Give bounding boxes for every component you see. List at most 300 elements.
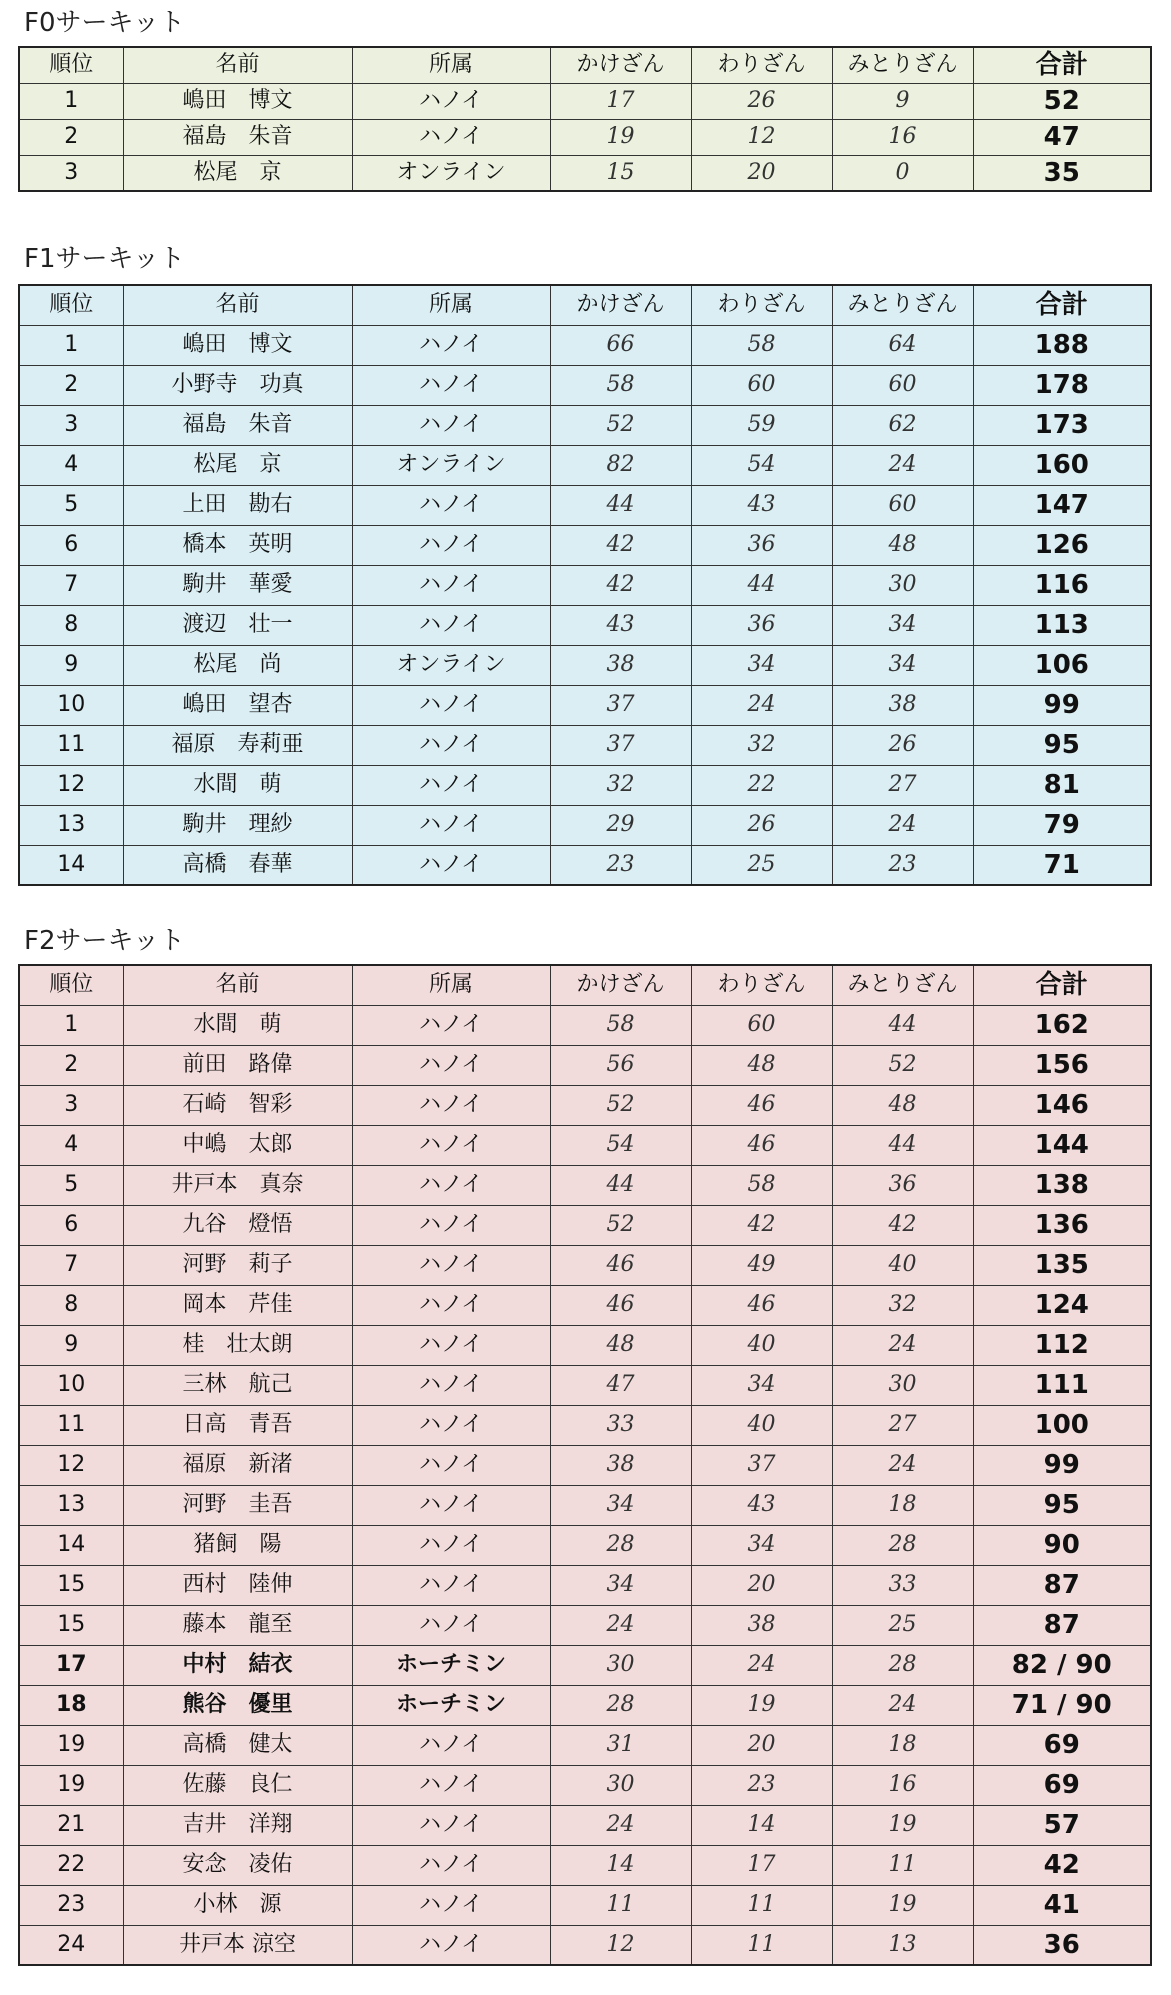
division-score: 34 [691,645,832,685]
rank-cell: 11 [19,1405,123,1445]
division-score: 58 [691,325,832,365]
total-score: 106 [973,645,1151,685]
affiliation-cell: ハノイ [352,1125,550,1165]
table-row [19,1245,1151,1285]
total-score: 81 [973,765,1151,805]
multiplication-score: 30 [550,1645,691,1685]
total-score: 147 [973,485,1151,525]
name-cell: 河野 圭吾 [123,1485,352,1525]
table-row [19,155,1151,191]
table-row [19,1405,1151,1445]
division-score: 20 [691,1725,832,1765]
total-score: 71 / 90 [973,1685,1151,1725]
table-row [19,1605,1151,1645]
affiliation-cell: ハノイ [352,525,550,565]
table-row [19,1205,1151,1245]
affiliation-cell: ハノイ [352,325,550,365]
mental-addition-score: 32 [832,1285,973,1325]
section-title: F0サーキット [24,8,185,38]
results-table [18,46,1152,192]
affiliation-cell: ハノイ [352,83,550,119]
rank-cell: 10 [19,1365,123,1405]
mental-addition-score: 13 [832,1925,973,1965]
name-cell: 渡辺 壮一 [123,605,352,645]
division-score: 11 [691,1925,832,1965]
header-rank: 順位 [19,965,123,1005]
multiplication-score: 42 [550,565,691,605]
mental-addition-score: 9 [832,83,973,119]
mental-addition-score: 28 [832,1645,973,1685]
name-cell: 前田 路偉 [123,1045,352,1085]
division-score: 40 [691,1405,832,1445]
mental-addition-score: 38 [832,685,973,725]
affiliation-cell: ハノイ [352,1085,550,1125]
table-row [19,1845,1151,1885]
multiplication-score: 29 [550,805,691,845]
total-score: 136 [973,1205,1151,1245]
header-row [19,47,1151,83]
affiliation-cell: ハノイ [352,485,550,525]
table-row [19,765,1151,805]
name-cell: 井戸本 涼空 [123,1925,352,1965]
name-cell: 岡本 芹佳 [123,1285,352,1325]
division-score: 38 [691,1605,832,1645]
rank-cell: 6 [19,1205,123,1245]
total-score: 178 [973,365,1151,405]
rank-cell: 9 [19,1325,123,1365]
total-score: 124 [973,1285,1151,1325]
mental-addition-score: 44 [832,1005,973,1045]
division-score: 46 [691,1085,832,1125]
total-score: 69 [973,1765,1151,1805]
affiliation-cell: ハノイ [352,1045,550,1085]
rank-cell: 19 [19,1765,123,1805]
rank-cell: 1 [19,83,123,119]
rank-cell: 3 [19,155,123,191]
rank-cell: 8 [19,1285,123,1325]
name-cell: 藤本 龍至 [123,1605,352,1645]
mental-addition-score: 24 [832,1445,973,1485]
header-division: わりざん [691,965,832,1005]
affiliation-cell: ホーチミン [352,1685,550,1725]
rank-cell: 5 [19,1165,123,1205]
multiplication-score: 30 [550,1765,691,1805]
division-score: 24 [691,685,832,725]
multiplication-score: 19 [550,119,691,155]
division-score: 60 [691,1005,832,1045]
header-division: わりざん [691,47,832,83]
division-score: 14 [691,1805,832,1845]
multiplication-score: 52 [550,1085,691,1125]
header-row [19,965,1151,1005]
multiplication-score: 28 [550,1685,691,1725]
affiliation-cell: ハノイ [352,1765,550,1805]
division-score: 48 [691,1045,832,1085]
name-cell: 小林 源 [123,1885,352,1925]
total-score: 41 [973,1885,1151,1925]
header-mental-addition: みとりざん [832,965,973,1005]
rank-cell: 8 [19,605,123,645]
total-score: 146 [973,1085,1151,1125]
header-multiplication: かけざん [550,285,691,325]
total-score: 69 [973,1725,1151,1765]
header-affiliation: 所属 [352,47,550,83]
name-cell: 河野 莉子 [123,1245,352,1285]
mental-addition-score: 30 [832,565,973,605]
division-score: 43 [691,1485,832,1525]
affiliation-cell: ハノイ [352,1245,550,1285]
mental-addition-score: 0 [832,155,973,191]
multiplication-score: 38 [550,1445,691,1485]
table-row [19,83,1151,119]
table-row [19,485,1151,525]
table-row [19,1445,1151,1485]
affiliation-cell: ハノイ [352,1525,550,1565]
name-cell: 石崎 智彩 [123,1085,352,1125]
header-multiplication: かけざん [550,965,691,1005]
division-score: 32 [691,725,832,765]
total-score: 99 [973,1445,1151,1485]
affiliation-cell: オンライン [352,155,550,191]
name-cell: 中村 結衣 [123,1645,352,1685]
name-cell: 高橋 健太 [123,1725,352,1765]
multiplication-score: 82 [550,445,691,485]
rank-cell: 14 [19,1525,123,1565]
total-score: 47 [973,119,1151,155]
rank-cell: 13 [19,1485,123,1525]
rank-cell: 9 [19,645,123,685]
affiliation-cell: ハノイ [352,1845,550,1885]
rank-cell: 17 [19,1645,123,1685]
mental-addition-score: 36 [832,1165,973,1205]
division-score: 44 [691,565,832,605]
affiliation-cell: ハノイ [352,1725,550,1765]
division-score: 58 [691,1165,832,1205]
affiliation-cell: ハノイ [352,1805,550,1845]
multiplication-score: 44 [550,485,691,525]
name-cell: 橋本 英明 [123,525,352,565]
affiliation-cell: ハノイ [352,565,550,605]
mental-addition-score: 60 [832,485,973,525]
affiliation-cell: ハノイ [352,1565,550,1605]
rank-cell: 10 [19,685,123,725]
affiliation-cell: ハノイ [352,1165,550,1205]
table-row [19,1885,1151,1925]
division-score: 24 [691,1645,832,1685]
name-cell: 高橋 春華 [123,845,352,885]
affiliation-cell: ハノイ [352,725,550,765]
multiplication-score: 37 [550,725,691,765]
rank-cell: 7 [19,1245,123,1285]
affiliation-cell: ハノイ [352,605,550,645]
mental-addition-score: 34 [832,605,973,645]
division-score: 42 [691,1205,832,1245]
mental-addition-score: 34 [832,645,973,685]
header-multiplication: かけざん [550,47,691,83]
rank-cell: 15 [19,1565,123,1605]
header-mental-addition: みとりざん [832,285,973,325]
name-cell: 福原 新渚 [123,1445,352,1485]
total-score: 79 [973,805,1151,845]
rank-cell: 23 [19,1885,123,1925]
mental-addition-score: 30 [832,1365,973,1405]
mental-addition-score: 24 [832,1685,973,1725]
affiliation-cell: ハノイ [352,1285,550,1325]
multiplication-score: 14 [550,1845,691,1885]
name-cell: 安念 凌佑 [123,1845,352,1885]
division-score: 17 [691,1845,832,1885]
name-cell: 駒井 華愛 [123,565,352,605]
mental-addition-score: 42 [832,1205,973,1245]
affiliation-cell: ハノイ [352,1365,550,1405]
multiplication-score: 46 [550,1245,691,1285]
name-cell: 西村 陸伸 [123,1565,352,1605]
affiliation-cell: ハノイ [352,805,550,845]
mental-addition-score: 27 [832,1405,973,1445]
rank-cell: 19 [19,1725,123,1765]
rank-cell: 3 [19,1085,123,1125]
division-score: 46 [691,1125,832,1165]
rank-cell: 13 [19,805,123,845]
mental-addition-score: 52 [832,1045,973,1085]
section-title: F1サーキット [24,244,185,274]
header-name: 名前 [123,965,352,1005]
total-score: 113 [973,605,1151,645]
multiplication-score: 17 [550,83,691,119]
total-score: 57 [973,1805,1151,1845]
division-score: 23 [691,1765,832,1805]
total-score: 100 [973,1405,1151,1445]
affiliation-cell: ハノイ [352,405,550,445]
rank-cell: 12 [19,1445,123,1485]
total-score: 156 [973,1045,1151,1085]
mental-addition-score: 11 [832,1845,973,1885]
mental-addition-score: 64 [832,325,973,365]
total-score: 144 [973,1125,1151,1165]
name-cell: 松尾 京 [123,445,352,485]
affiliation-cell: オンライン [352,445,550,485]
rank-cell: 12 [19,765,123,805]
division-score: 26 [691,805,832,845]
multiplication-score: 12 [550,1925,691,1965]
multiplication-score: 37 [550,685,691,725]
header-total: 合計 [973,965,1151,1005]
mental-addition-score: 18 [832,1725,973,1765]
total-score: 87 [973,1605,1151,1645]
name-cell: 中嶋 太郎 [123,1125,352,1165]
affiliation-cell: ハノイ [352,845,550,885]
division-score: 22 [691,765,832,805]
division-score: 25 [691,845,832,885]
name-cell: 嶋田 博文 [123,325,352,365]
header-affiliation: 所属 [352,285,550,325]
total-score: 111 [973,1365,1151,1405]
mental-addition-score: 24 [832,1325,973,1365]
division-score: 43 [691,485,832,525]
rank-cell: 2 [19,365,123,405]
name-cell: 福原 寿莉亜 [123,725,352,765]
rank-cell: 21 [19,1805,123,1845]
multiplication-score: 15 [550,155,691,191]
multiplication-score: 28 [550,1525,691,1565]
mental-addition-score: 26 [832,725,973,765]
mental-addition-score: 16 [832,1765,973,1805]
mental-addition-score: 24 [832,445,973,485]
affiliation-cell: ハノイ [352,1485,550,1525]
mental-addition-score: 19 [832,1805,973,1845]
division-score: 20 [691,1565,832,1605]
table-row [19,725,1151,765]
name-cell: 熊谷 優里 [123,1685,352,1725]
table-row [19,1285,1151,1325]
rank-cell: 18 [19,1685,123,1725]
mental-addition-score: 19 [832,1885,973,1925]
affiliation-cell: ハノイ [352,765,550,805]
mental-addition-score: 28 [832,1525,973,1565]
mental-addition-score: 60 [832,365,973,405]
name-cell: 井戸本 真奈 [123,1165,352,1205]
affiliation-cell: ハノイ [352,1005,550,1045]
table-row [19,1525,1151,1565]
multiplication-score: 56 [550,1045,691,1085]
name-cell: 九谷 燈悟 [123,1205,352,1245]
name-cell: 三林 航己 [123,1365,352,1405]
multiplication-score: 58 [550,365,691,405]
affiliation-cell: ハノイ [352,1405,550,1445]
table-row [19,1085,1151,1125]
name-cell: 駒井 理紗 [123,805,352,845]
multiplication-score: 32 [550,765,691,805]
division-score: 37 [691,1445,832,1485]
affiliation-cell: ハノイ [352,1885,550,1925]
total-score: 116 [973,565,1151,605]
total-score: 71 [973,845,1151,885]
name-cell: 上田 勘右 [123,485,352,525]
multiplication-score: 66 [550,325,691,365]
header-total: 合計 [973,285,1151,325]
table-row [19,1685,1151,1725]
rank-cell: 2 [19,119,123,155]
rank-cell: 1 [19,325,123,365]
header-mental-addition: みとりざん [832,47,973,83]
table-row [19,1765,1151,1805]
affiliation-cell: ハノイ [352,1925,550,1965]
multiplication-score: 58 [550,1005,691,1045]
name-cell: 佐藤 良仁 [123,1765,352,1805]
division-score: 36 [691,605,832,645]
multiplication-score: 46 [550,1285,691,1325]
name-cell: 松尾 京 [123,155,352,191]
rank-cell: 11 [19,725,123,765]
total-score: 95 [973,725,1151,765]
multiplication-score: 23 [550,845,691,885]
mental-addition-score: 48 [832,525,973,565]
mental-addition-score: 40 [832,1245,973,1285]
division-score: 26 [691,83,832,119]
affiliation-cell: ハノイ [352,685,550,725]
table-row [19,605,1151,645]
header-total: 合計 [973,47,1151,83]
multiplication-score: 48 [550,1325,691,1365]
name-cell: 吉井 洋翔 [123,1805,352,1845]
multiplication-score: 33 [550,1405,691,1445]
total-score: 52 [973,83,1151,119]
mental-addition-score: 23 [832,845,973,885]
table-row [19,119,1151,155]
table-row [19,1805,1151,1845]
name-cell: 嶋田 博文 [123,83,352,119]
table-row [19,1725,1151,1765]
table-row [19,1325,1151,1365]
table-row [19,1485,1151,1525]
table-row [19,645,1151,685]
table-row [19,1645,1151,1685]
division-score: 19 [691,1685,832,1725]
name-cell: 水間 萌 [123,1005,352,1045]
total-score: 35 [973,155,1151,191]
affiliation-cell: ハノイ [352,1605,550,1645]
total-score: 99 [973,685,1151,725]
division-score: 34 [691,1365,832,1405]
table-row [19,445,1151,485]
multiplication-score: 47 [550,1365,691,1405]
total-score: 138 [973,1165,1151,1205]
name-cell: 桂 壮太朗 [123,1325,352,1365]
multiplication-score: 24 [550,1605,691,1645]
total-score: 82 / 90 [973,1645,1151,1685]
rank-cell: 6 [19,525,123,565]
total-score: 162 [973,1005,1151,1045]
division-score: 40 [691,1325,832,1365]
multiplication-score: 52 [550,1205,691,1245]
affiliation-cell: オンライン [352,645,550,685]
division-score: 20 [691,155,832,191]
name-cell: 猪飼 陽 [123,1525,352,1565]
division-score: 46 [691,1285,832,1325]
table-row [19,525,1151,565]
name-cell: 福島 朱音 [123,119,352,155]
header-row [19,285,1151,325]
multiplication-score: 34 [550,1485,691,1525]
mental-addition-score: 33 [832,1565,973,1605]
mental-addition-score: 16 [832,119,973,155]
rank-cell: 22 [19,1845,123,1885]
rank-cell: 4 [19,1125,123,1165]
division-score: 49 [691,1245,832,1285]
results-table [18,964,1152,1966]
mental-addition-score: 25 [832,1605,973,1645]
header-rank: 順位 [19,47,123,83]
mental-addition-score: 24 [832,805,973,845]
results-table [18,284,1152,886]
total-score: 42 [973,1845,1151,1885]
name-cell: 日高 青吾 [123,1405,352,1445]
division-score: 12 [691,119,832,155]
mental-addition-score: 62 [832,405,973,445]
mental-addition-score: 27 [832,765,973,805]
multiplication-score: 54 [550,1125,691,1165]
affiliation-cell: ホーチミン [352,1645,550,1685]
rank-cell: 14 [19,845,123,885]
table-row [19,1045,1151,1085]
rank-cell: 15 [19,1605,123,1645]
division-score: 59 [691,405,832,445]
rank-cell: 2 [19,1045,123,1085]
division-score: 34 [691,1525,832,1565]
mental-addition-score: 48 [832,1085,973,1125]
table-row [19,845,1151,885]
multiplication-score: 11 [550,1885,691,1925]
